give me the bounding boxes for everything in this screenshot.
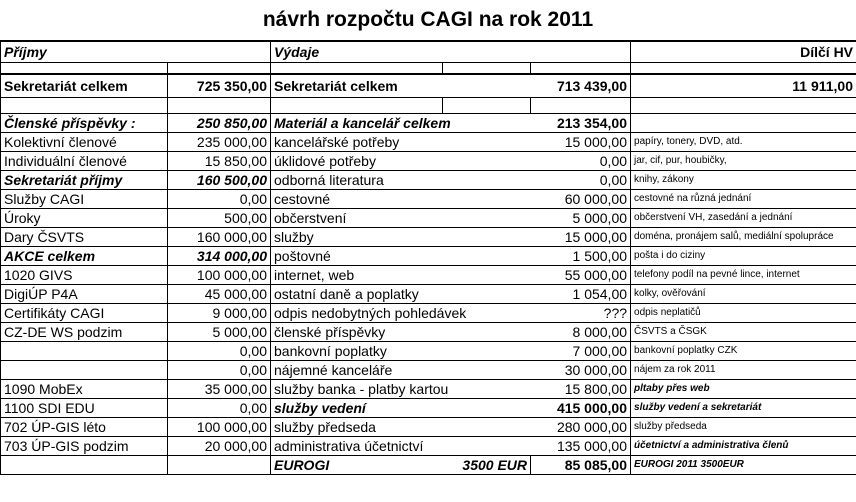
expenses-header: Výdaje bbox=[271, 41, 631, 62]
income-value: 0,00 bbox=[168, 189, 271, 208]
table-row bbox=[1, 417, 856, 436]
income-value: 35 000,00 bbox=[168, 379, 271, 398]
note: občerstvení VH, zasedání a jednání bbox=[631, 208, 856, 227]
income-value: 9 000,00 bbox=[168, 303, 271, 322]
expense-label: bankovní poplatky bbox=[271, 341, 531, 360]
expense-value: 0,00 bbox=[531, 170, 631, 189]
income-value: 100 000,00 bbox=[168, 417, 271, 436]
eurogi-empty-2 bbox=[168, 455, 271, 474]
expense-value: 213 354,00 bbox=[531, 113, 631, 132]
income-header: Příjmy bbox=[1, 41, 271, 62]
expense-value: 1 054,00 bbox=[531, 284, 631, 303]
expense-value: 30 000,00 bbox=[531, 360, 631, 379]
expense-value: 15 800,00 bbox=[531, 379, 631, 398]
income-label: Sekretariát příjmy bbox=[1, 170, 168, 189]
note: doména, pronájem salů, mediální spolupráce bbox=[631, 227, 856, 246]
income-value: 5 000,00 bbox=[168, 322, 271, 341]
partial-header: Dílčí HV bbox=[631, 41, 856, 62]
income-label: Dary ČSVTS bbox=[1, 227, 168, 246]
income-value: 100 000,00 bbox=[168, 265, 271, 284]
income-label: Úroky bbox=[1, 208, 168, 227]
income-value: 0,00 bbox=[168, 360, 271, 379]
table-row bbox=[1, 398, 856, 417]
income-value: 160 000,00 bbox=[168, 227, 271, 246]
eurogi-amount: 3500 EUR bbox=[443, 455, 531, 474]
note: nájem za rok 2011 bbox=[631, 360, 856, 379]
income-label: 1020 GIVS bbox=[1, 265, 168, 284]
expense-label: úklidové potřeby bbox=[271, 151, 531, 170]
expense-label: odpis nedobytných pohledávek bbox=[271, 303, 531, 322]
eurogi-empty-1 bbox=[1, 455, 168, 474]
income-label: 702 ÚP-GIS léto bbox=[1, 417, 168, 436]
table-row bbox=[1, 341, 856, 360]
expense-value: 0,00 bbox=[531, 151, 631, 170]
income-label: 1090 MobEx bbox=[1, 379, 168, 398]
expense-label: ostatní daně a poplatky bbox=[271, 284, 531, 303]
header-row bbox=[1, 41, 856, 62]
expense-value: 15 000,00 bbox=[531, 132, 631, 151]
table-row bbox=[1, 303, 856, 322]
expense-label: členské příspěvky bbox=[271, 322, 531, 341]
expense-value: 60 000,00 bbox=[531, 189, 631, 208]
income-value: 15 850,00 bbox=[168, 151, 271, 170]
expense-label: nájemné kanceláře bbox=[271, 360, 531, 379]
expense-value: ??? bbox=[531, 303, 631, 322]
expense-value: 15 000,00 bbox=[531, 227, 631, 246]
table-row bbox=[1, 189, 856, 208]
table-row bbox=[1, 132, 856, 151]
eurogi-row bbox=[1, 455, 856, 474]
table-row bbox=[1, 265, 856, 284]
summary-income-label: Sekretariát celkem bbox=[1, 74, 168, 97]
expense-label: služby banka - platby kartou bbox=[271, 379, 531, 398]
eurogi-value: 85 085,00 bbox=[531, 455, 631, 474]
note: služby vedení a sekretariát bbox=[631, 398, 856, 417]
income-label bbox=[1, 341, 168, 360]
expense-value: 5 000,00 bbox=[531, 208, 631, 227]
expense-label: občerstvení bbox=[271, 208, 531, 227]
expense-value: 7 000,00 bbox=[531, 341, 631, 360]
expense-value: 55 000,00 bbox=[531, 265, 631, 284]
income-value: 45 000,00 bbox=[168, 284, 271, 303]
table-row bbox=[1, 322, 856, 341]
income-label: Certifikáty CAGI bbox=[1, 303, 168, 322]
expense-label: Materiál a kancelář celkem bbox=[271, 113, 531, 132]
income-value: 0,00 bbox=[168, 398, 271, 417]
income-label: Členské příspěvky : bbox=[1, 113, 168, 132]
eurogi-label: EUROGI bbox=[271, 455, 443, 474]
summary-partial-value: 11 911,00 bbox=[631, 74, 856, 97]
expense-label: služby předseda bbox=[271, 417, 531, 436]
note bbox=[631, 113, 856, 132]
expense-label: cestovné bbox=[271, 189, 531, 208]
note: pltaby přes web bbox=[631, 379, 856, 398]
expense-label: kancelářské potřeby bbox=[271, 132, 531, 151]
expense-label: poštovné bbox=[271, 246, 531, 265]
income-label: DigiÚP P4A bbox=[1, 284, 168, 303]
income-label bbox=[1, 360, 168, 379]
expense-value: 135 000,00 bbox=[531, 436, 631, 455]
summary-income-value: 725 350,00 bbox=[168, 74, 271, 97]
note: telefony podíl na pevné lince, internet bbox=[631, 265, 856, 284]
note: cestovné na různá jednání bbox=[631, 189, 856, 208]
income-value: 250 850,00 bbox=[168, 113, 271, 132]
expense-label: služby bbox=[271, 227, 531, 246]
table-row bbox=[1, 360, 856, 379]
income-label: Kolektivní členové bbox=[1, 132, 168, 151]
expense-value: 415 000,00 bbox=[531, 398, 631, 417]
expense-value: 8 000,00 bbox=[531, 322, 631, 341]
expense-value: 1 500,00 bbox=[531, 246, 631, 265]
expense-label: služby vedení bbox=[271, 398, 531, 417]
income-label: 1100 SDI EDU bbox=[1, 398, 168, 417]
note: účetnictví a administrativa členů bbox=[631, 436, 856, 455]
table-row bbox=[1, 379, 856, 398]
income-value: 20 000,00 bbox=[168, 436, 271, 455]
income-label: 703 ÚP-GIS podzim bbox=[1, 436, 168, 455]
income-label: AKCE celkem bbox=[1, 246, 168, 265]
income-value: 0,00 bbox=[168, 341, 271, 360]
income-label: Služby CAGI bbox=[1, 189, 168, 208]
income-value: 235 000,00 bbox=[168, 132, 271, 151]
blank-row bbox=[1, 62, 856, 74]
table-row bbox=[1, 436, 856, 455]
eurogi-note: EUROGI 2011 3500EUR bbox=[631, 455, 856, 474]
note: kolky, ověřování bbox=[631, 284, 856, 303]
income-label: CZ-DE WS podzim bbox=[1, 322, 168, 341]
note: odpis neplatičů bbox=[631, 303, 856, 322]
note: bankovní poplatky CZK bbox=[631, 341, 856, 360]
note: papíry, tonery, DVD, atd. bbox=[631, 132, 856, 151]
income-value: 500,00 bbox=[168, 208, 271, 227]
income-label: Individuální členové bbox=[1, 151, 168, 170]
table-row bbox=[1, 113, 856, 132]
table-row bbox=[1, 208, 856, 227]
expense-value: 280 000,00 bbox=[531, 417, 631, 436]
table-row bbox=[1, 227, 856, 246]
table-row bbox=[1, 246, 856, 265]
note: pošta i do ciziny bbox=[631, 246, 856, 265]
summary-expense-label: Sekretariát celkem bbox=[271, 74, 443, 97]
gap-row bbox=[1, 97, 856, 113]
note: ČSVTS a ČSGK bbox=[631, 322, 856, 341]
summary-expense-value: 713 439,00 bbox=[531, 74, 631, 97]
note: knihy, zákony bbox=[631, 170, 856, 189]
table-row bbox=[1, 151, 856, 170]
note: jar, cif, pur, houbičky, bbox=[631, 151, 856, 170]
expense-label: administrativa účetnictví bbox=[271, 436, 531, 455]
budget-table bbox=[0, 40, 856, 475]
expense-label: internet, web bbox=[271, 265, 531, 284]
income-value: 160 500,00 bbox=[168, 170, 271, 189]
note: služby předseda bbox=[631, 417, 856, 436]
income-value: 314 000,00 bbox=[168, 246, 271, 265]
table-row bbox=[1, 170, 856, 189]
summary-row bbox=[1, 74, 856, 97]
expense-label: odborná literatura bbox=[271, 170, 531, 189]
table-row bbox=[1, 284, 856, 303]
page-title: návrh rozpočtu CAGI na rok 2011 bbox=[262, 8, 594, 31]
